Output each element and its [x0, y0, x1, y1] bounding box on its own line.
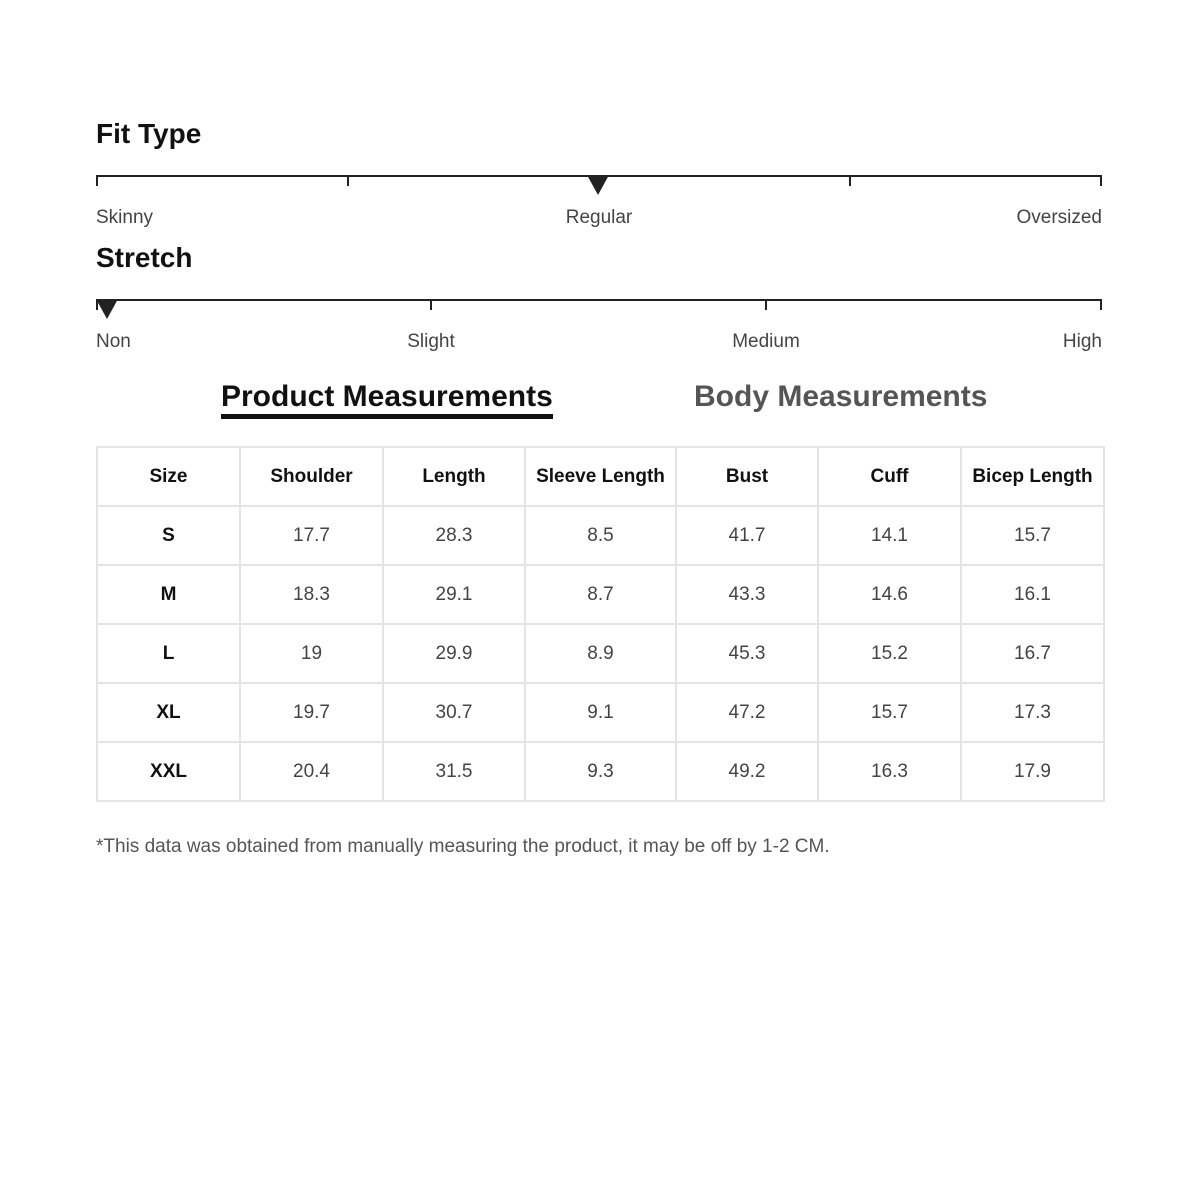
- table-cell: 19: [240, 624, 383, 683]
- tab-body-measurements[interactable]: Body Measurements: [694, 380, 988, 413]
- table-cell: 45.3: [676, 624, 818, 683]
- table-cell: 9.3: [525, 742, 676, 801]
- table-cell: 18.3: [240, 565, 383, 624]
- fit-type-tick: [849, 175, 851, 186]
- header-size: Size: [97, 447, 240, 506]
- table-cell: 43.3: [676, 565, 818, 624]
- header-bicep-length: Bicep Length: [961, 447, 1104, 506]
- size-cell: XL: [97, 683, 240, 742]
- table-row: [97, 683, 1104, 742]
- header-cuff: Cuff: [818, 447, 961, 506]
- size-table: [96, 446, 1105, 802]
- stretch-scale: [96, 299, 1102, 359]
- stretch-label-non: Non: [96, 331, 131, 352]
- header-length: Length: [383, 447, 525, 506]
- table-row: [97, 742, 1104, 801]
- table-cell: 14.6: [818, 565, 961, 624]
- fit-type-label-skinny: Skinny: [96, 207, 154, 228]
- size-cell: M: [97, 565, 240, 624]
- table-cell: 19.7: [240, 683, 383, 742]
- stretch-tick: [1100, 299, 1102, 310]
- fit-type-scale: [96, 175, 1102, 235]
- table-cell: 47.2: [676, 683, 818, 742]
- header-shoulder: Shoulder: [240, 447, 383, 506]
- table-cell: 15.7: [961, 506, 1104, 565]
- table-cell: 20.4: [240, 742, 383, 801]
- table-cell: 29.1: [383, 565, 525, 624]
- table-cell: 41.7: [676, 506, 818, 565]
- stretch-label-slight: Slight: [407, 331, 455, 352]
- table-cell: 16.1: [961, 565, 1104, 624]
- fit-type-label-oversized: Oversized: [1016, 207, 1102, 228]
- table-cell: 8.9: [525, 624, 676, 683]
- fit-type-label-regular: Regular: [565, 207, 633, 228]
- measurement-tabs: [0, 380, 1200, 430]
- size-cell: L: [97, 624, 240, 683]
- table-cell: 30.7: [383, 683, 525, 742]
- table-cell: 14.1: [818, 506, 961, 565]
- table-header-row: [97, 447, 1104, 506]
- header-sleeve-length: Sleeve Length: [525, 447, 676, 506]
- stretch-label-high: High: [1062, 331, 1102, 352]
- table-cell: 16.3: [818, 742, 961, 801]
- table-cell: 8.5: [525, 506, 676, 565]
- table-cell: 17.7: [240, 506, 383, 565]
- stretch-tick: [765, 299, 767, 310]
- stretch-marker-icon: [96, 299, 118, 319]
- table-cell: 16.7: [961, 624, 1104, 683]
- stretch-tick: [430, 299, 432, 310]
- fit-type-title: Fit Type: [96, 118, 202, 149]
- table-row: [97, 624, 1104, 683]
- stretch-scale-line: [96, 299, 1102, 301]
- table-cell: 49.2: [676, 742, 818, 801]
- table-row: [97, 506, 1104, 565]
- table-row: [97, 565, 1104, 624]
- size-cell: S: [97, 506, 240, 565]
- tab-product-measurements[interactable]: Product Measurements: [221, 380, 553, 419]
- size-cell: XXL: [97, 742, 240, 801]
- header-bust: Bust: [676, 447, 818, 506]
- table-cell: 29.9: [383, 624, 525, 683]
- fit-type-tick: [347, 175, 349, 186]
- table-cell: 15.7: [818, 683, 961, 742]
- table-cell: 17.3: [961, 683, 1104, 742]
- table-cell: 8.7: [525, 565, 676, 624]
- table-cell: 15.2: [818, 624, 961, 683]
- table-cell: 31.5: [383, 742, 525, 801]
- fit-type-tick: [1100, 175, 1102, 186]
- table-cell: 28.3: [383, 506, 525, 565]
- stretch-title: Stretch: [96, 242, 193, 273]
- table-cell: 9.1: [525, 683, 676, 742]
- stretch-label-medium: Medium: [732, 331, 800, 352]
- measurement-note: *This data was obtained from manually measuring the product, it may be off by 1-2 CM.: [96, 836, 830, 857]
- fit-type-marker-icon: [587, 175, 609, 195]
- table-cell: 17.9: [961, 742, 1104, 801]
- fit-type-tick: [96, 175, 98, 186]
